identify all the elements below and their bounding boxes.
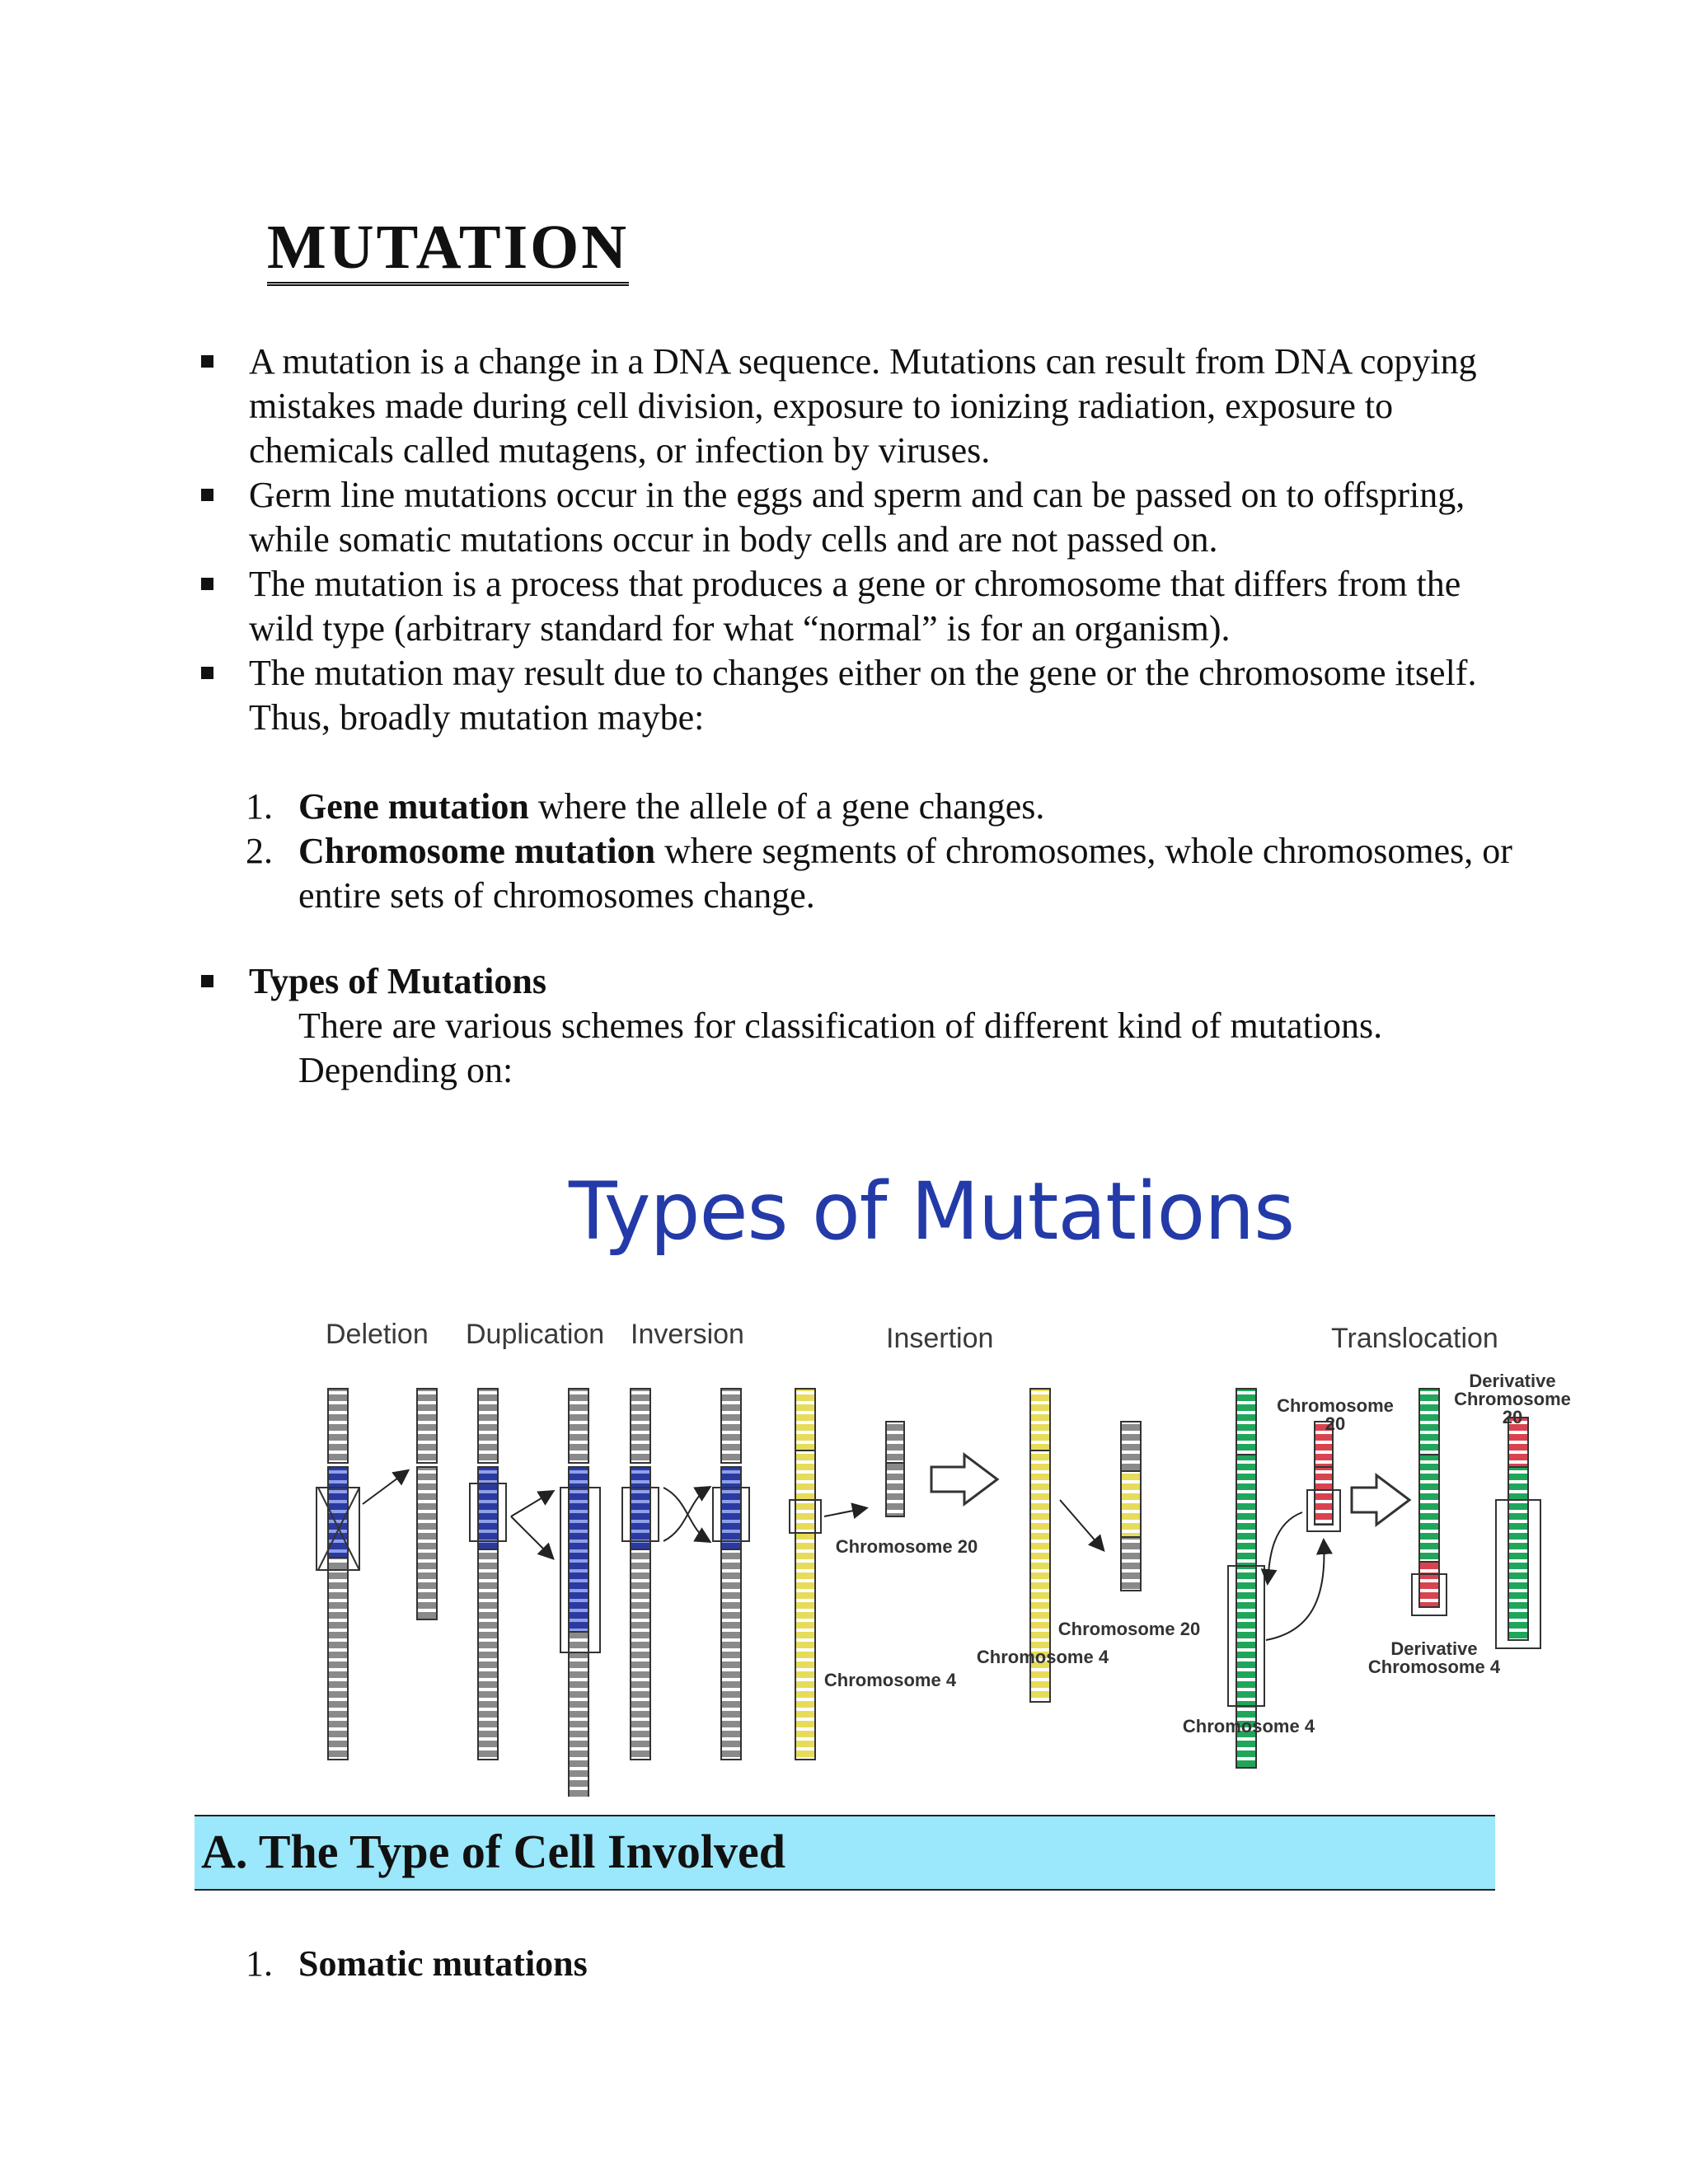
insertion-chromosome-20-result [1121,1422,1141,1591]
annotation-chromosome-4: Chromosome 4 [976,1647,1109,1667]
list-item [198,562,1525,651]
list-item [198,651,1525,740]
item-text: where the allele of a gene changes. [528,786,1045,827]
item-number: 1. [246,786,273,827]
intro-bullet-list [198,340,1525,740]
item-term: Somatic mutations [298,1943,588,1984]
right-arrow-icon [931,1455,997,1504]
label-deletion: Deletion [326,1319,429,1350]
section-header-bar [195,1815,1495,1891]
square-bullet-icon [201,667,213,679]
types-of-mutations-figure [305,1154,1607,1797]
item-text: where segments of chromosomes, whole chromosomes, or entire sets of chromosomes change. [298,831,1512,916]
item-number: 2. [246,831,273,871]
annotation-chromosome-4: Chromosome 4 [823,1670,957,1690]
insertion-chromosome-4 [790,1389,821,1760]
arrow-icon [663,1488,709,1541]
annotation-derivative-chromosome-4: Derivative Chromosome 4 [1367,1638,1501,1677]
square-bullet-icon [201,355,213,368]
square-bullet-icon [201,975,213,987]
list-item [246,829,1531,918]
list-item [198,340,1525,473]
deletion-chromosome-result [417,1389,437,1619]
translocation-derivative-20 [1496,1418,1540,1648]
arrow-icon [511,1492,552,1516]
square-bullet-icon [201,578,213,590]
mutation-kinds-list [246,785,1531,918]
duplication-chromosome-result [560,1389,600,1797]
list-item [246,1942,588,1986]
translocation-chromosome-4 [1228,1389,1264,1768]
section-heading: A. The Type of Cell Involved [201,1825,785,1878]
annotation-chromosome-20: Chromosome 20 [1057,1619,1201,1639]
arrow-icon [663,1488,709,1541]
list-item [246,785,1531,829]
annotation-chromosome-20: Chromosome 20 [1277,1395,1394,1434]
arrow-icon [511,1516,552,1558]
item-number: 1. [246,1943,273,1984]
bullet-text: Germ line mutations occur in the eggs and sperm and can be passed on to offspring, while somatic mutations occur in body cells and are not passed on. [249,475,1465,560]
types-description: There are various schemes for classification of different kind of mutations. Depending on: [298,1005,1383,1090]
arrow-icon [824,1508,865,1516]
label-insertion: Insertion [886,1323,994,1354]
types-of-mutations-section [198,959,1525,1093]
annotation-chromosome-20: Chromosome 20 [835,1536,978,1557]
insertion-chromosome-20 [886,1422,904,1516]
inversion-chromosome-original [622,1389,659,1760]
annotation-derivative-chromosome-20: Derivative Chromosome 20 [1454,1371,1571,1427]
deletion-chromosome-original [316,1389,359,1760]
translocation-derivative-4 [1412,1389,1447,1615]
right-arrow-icon [1352,1475,1409,1525]
arrow-icon [1268,1512,1302,1582]
cell-type-list [246,1942,588,1986]
label-duplication: Duplication [466,1319,605,1350]
arrow-icon [1266,1541,1324,1640]
arrow-icon [1060,1500,1103,1549]
item-term: Gene mutation [298,786,529,827]
square-bullet-icon [201,489,213,501]
bullet-text: The mutation may result due to changes either on the gene or the chromosome itself. Thus, broadly mutation maybe: [249,653,1477,738]
duplication-chromosome-original [470,1389,506,1760]
annotation-chromosome-4: Chromosome 4 [1182,1716,1315,1736]
label-translocation: Translocation [1331,1323,1498,1354]
bullet-text: A mutation is a change in a DNA sequence. Mutations can result from DNA copying mistakes made during cell division, exposure to ionizing radiation, exposure to chemicals called mutagens, or infection by viruses. [249,341,1477,471]
arrow-icon [363,1471,407,1504]
translocation-chromosome-20 [1307,1422,1340,1531]
page-title: MUTATION [267,216,629,286]
label-inversion: Inversion [631,1319,744,1350]
item-term: Chromosome mutation [298,831,656,871]
types-heading: Types of Mutations [249,961,546,1001]
bullet-text: The mutation is a process that produces a gene or chromosome that differs from the wild type (arbitrary standard for what “normal” is for an organism). [249,564,1461,649]
inversion-chromosome-result [713,1389,749,1760]
list-item [198,473,1525,562]
figure-title: Types of Mutations [569,1165,1295,1258]
